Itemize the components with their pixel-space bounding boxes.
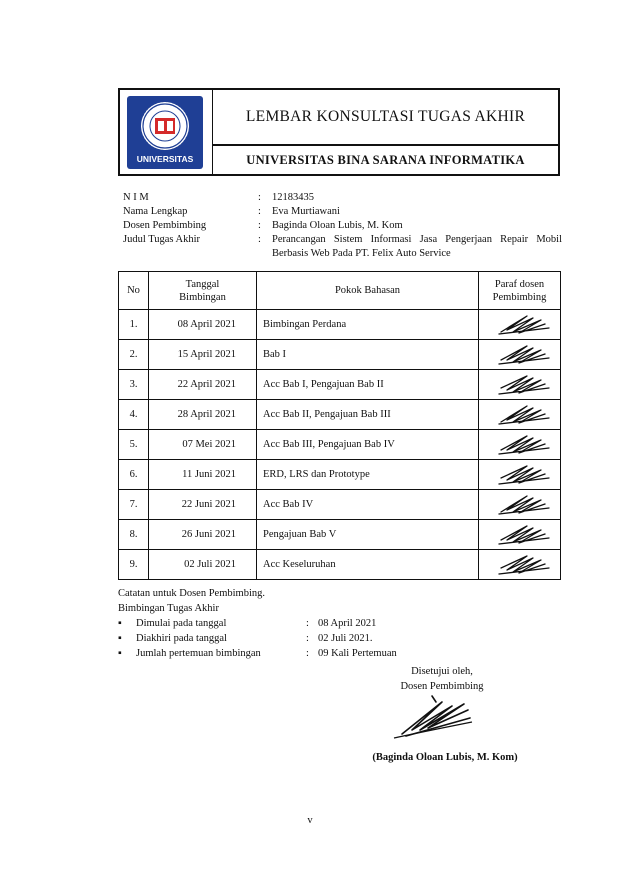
- table-row: [119, 370, 561, 400]
- header-date-line2: Bimbingan: [179, 291, 226, 303]
- info-colon: :: [258, 192, 261, 203]
- row-date: 26 Juni 2021: [149, 520, 257, 550]
- info-row-advisor: [123, 219, 563, 233]
- row-date: 08 April 2021: [149, 310, 257, 340]
- notes-item: [118, 646, 558, 661]
- document-header: [118, 88, 560, 176]
- row-signature: [479, 550, 561, 580]
- notes-item-value: 08 April 2021: [318, 618, 377, 629]
- header-date-line1: Tanggal: [185, 278, 220, 290]
- table-row: [119, 430, 561, 460]
- row-signature: [479, 490, 561, 520]
- info-label: Judul Tugas Akhir: [123, 234, 201, 245]
- notes-item-label: Dimulai pada tanggal: [136, 618, 227, 629]
- paraf-signature-icon: [493, 402, 555, 427]
- row-signature: [479, 460, 561, 490]
- notes-colon: :: [306, 648, 309, 659]
- advisor-signature-icon: [372, 690, 482, 742]
- table-row: [119, 490, 561, 520]
- info-colon: :: [258, 220, 261, 231]
- info-colon: :: [258, 206, 261, 217]
- table-row: [119, 340, 561, 370]
- row-signature: [479, 400, 561, 430]
- table-row: [119, 310, 561, 340]
- university-name: UNIVERSITAS BINA SARANA INFORMATIKA: [246, 152, 525, 167]
- row-number: 9.: [119, 550, 149, 580]
- notes-item-value: 02 Juli 2021.: [318, 633, 373, 644]
- row-topic: Bimbingan Perdana: [257, 310, 479, 340]
- header-sign-line2: Pembimbing: [492, 291, 547, 303]
- info-row-name: [123, 205, 563, 219]
- info-row-thesis-title: [123, 233, 563, 261]
- table-row: [119, 550, 561, 580]
- row-date: 15 April 2021: [149, 340, 257, 370]
- notes-item: [118, 616, 558, 631]
- row-date: 07 Mei 2021: [149, 430, 257, 460]
- university-logo: [127, 96, 203, 169]
- row-number: 1.: [119, 310, 149, 340]
- row-topic: ERD, LRS dan Prototype: [257, 460, 479, 490]
- info-row-nim: [123, 191, 563, 205]
- paraf-signature-icon: [493, 462, 555, 487]
- row-date: 22 Juni 2021: [149, 490, 257, 520]
- row-number: 5.: [119, 430, 149, 460]
- header-signature: [479, 272, 561, 310]
- notes-line: Bimbingan Tugas Akhir: [118, 603, 219, 614]
- row-topic: Acc Bab IV: [257, 490, 479, 520]
- logo-text: UNIVERSITAS: [136, 154, 194, 164]
- bullet-icon: ▪: [118, 633, 122, 644]
- row-date: 11 Juni 2021: [149, 460, 257, 490]
- document-title: LEMBAR KONSULTASI TUGAS AKHIR: [213, 90, 558, 145]
- paraf-signature-icon: [493, 342, 555, 367]
- row-signature: [479, 520, 561, 550]
- paraf-signature-icon: [493, 492, 555, 517]
- notes-colon: :: [306, 618, 309, 629]
- paraf-signature-icon: [493, 432, 555, 457]
- table-row: [119, 520, 561, 550]
- paraf-signature-icon: [493, 372, 555, 397]
- info-value: Perancangan Sistem Informasi Jasa Pengerjaan Repair Mobil Berbasis Web Pada PT. Felix Auto Service: [272, 234, 562, 259]
- signer-name: (Baginda Oloan Lubis, M. Kom): [372, 752, 518, 763]
- row-date: 02 Juli 2021: [149, 550, 257, 580]
- header-sign-line1: Paraf dosen: [494, 278, 545, 290]
- row-topic: Pengajuan Bab V: [257, 520, 479, 550]
- approval-line1: Disetujui oleh,: [411, 666, 473, 677]
- page-number: v: [307, 815, 313, 826]
- row-number: 6.: [119, 460, 149, 490]
- header-topic: Pokok Bahasan: [257, 272, 479, 310]
- row-signature: [479, 340, 561, 370]
- header-date: [149, 272, 257, 310]
- row-number: 3.: [119, 370, 149, 400]
- logo-cell: [120, 90, 213, 174]
- row-date: 28 April 2021: [149, 400, 257, 430]
- header-no: No: [119, 272, 149, 310]
- info-label: Dosen Pembimbing: [123, 220, 207, 231]
- info-label: N I M: [123, 192, 149, 203]
- row-topic: Acc Keseluruhan: [257, 550, 479, 580]
- student-info: [123, 191, 563, 261]
- row-number: 2.: [119, 340, 149, 370]
- info-value: 12183435: [272, 192, 314, 203]
- notes-item-label: Jumlah pertemuan bimbingan: [136, 648, 261, 659]
- row-number: 4.: [119, 400, 149, 430]
- notes-line: Catatan untuk Dosen Pembimbing.: [118, 588, 265, 599]
- bullet-icon: ▪: [118, 618, 122, 629]
- table-header-row: [119, 272, 561, 310]
- row-topic: Acc Bab I, Pengajuan Bab II: [257, 370, 479, 400]
- notes-item: [118, 631, 558, 646]
- notes-item-label: Diakhiri pada tanggal: [136, 633, 227, 644]
- row-number: 8.: [119, 520, 149, 550]
- info-value: Baginda Oloan Lubis, M. Kom: [272, 220, 403, 231]
- row-date: 22 April 2021: [149, 370, 257, 400]
- notes-item-value: 09 Kali Pertemuan: [318, 648, 397, 659]
- table-row: [119, 400, 561, 430]
- info-value: Eva Murtiawani: [272, 206, 340, 217]
- row-signature: [479, 370, 561, 400]
- info-label: Nama Lengkap: [123, 206, 188, 217]
- info-colon: :: [258, 234, 261, 245]
- row-topic: Acc Bab II, Pengajuan Bab III: [257, 400, 479, 430]
- row-topic: Acc Bab III, Pengajuan Bab IV: [257, 430, 479, 460]
- row-signature: [479, 430, 561, 460]
- consultation-table: [118, 271, 561, 580]
- row-signature: [479, 310, 561, 340]
- row-topic: Bab I: [257, 340, 479, 370]
- bullet-icon: ▪: [118, 648, 122, 659]
- approval-line2: Dosen Pembimbing: [400, 681, 484, 692]
- notes-colon: :: [306, 633, 309, 644]
- table-row: [119, 460, 561, 490]
- notes-section: [118, 586, 558, 661]
- paraf-signature-icon: [493, 522, 555, 547]
- paraf-signature-icon: [493, 552, 555, 577]
- paraf-signature-icon: [493, 312, 555, 337]
- row-number: 7.: [119, 490, 149, 520]
